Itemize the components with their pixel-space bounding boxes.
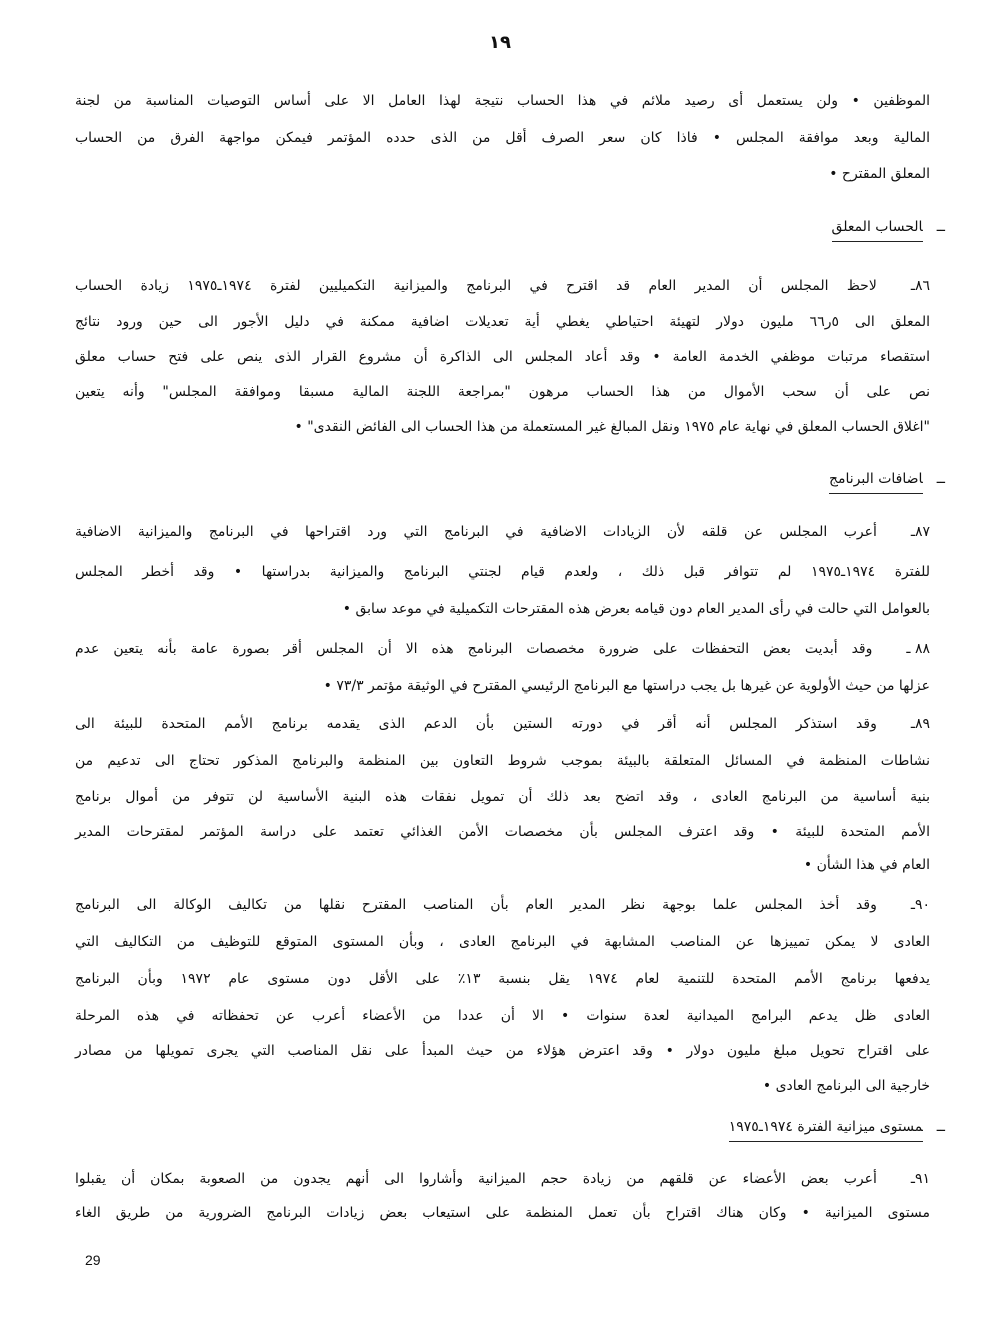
paragraph-91-line (75, 1168, 930, 1190)
paragraph-90-line: العادى ظل يدعم البرامج الميدانية لعدة سنوات • الا أن عددا من الأعضاء أعرب عن تحفظاته في هذه المرحلة (75, 1008, 930, 1024)
paragraph-89-line: العام في هذا الشأن • (803, 857, 930, 873)
paragraph-88-line (75, 638, 930, 660)
paragraph-number: ٩١ـ (910, 1171, 930, 1187)
paragraph-91-line: مستوى الميزانية • وكان هناك اقتراح بأن تعمل المنظمة على استيعاب بعض زيادات البرنامج الضرورية من طريق الغاء (75, 1205, 930, 1221)
line-text: وقد أبديت بعض التحفظات على ضرورة مخصصات البرنامج هذه الا أن المجلس أقر بصورة عامة بأنه يتعين عدم (75, 641, 873, 657)
section-heading-programme-additions (829, 468, 945, 490)
paragraph-number: ٨٦ـ (910, 278, 930, 294)
paragraph-87-line (75, 521, 930, 543)
line-text: وقد أخذ المجلس علما بوجهة نظر المدير العام بأن المناصب المقترح نقلها من تكاليف الوكالة الى البرنامج (75, 897, 877, 913)
paragraph-86-line: استقصاء مرتبات موظفي الخدمة العامة • وقد أعاد المجلس الى الذاكرة أن مشروع القرار الذى ينص على فتح حساب معلق (75, 349, 930, 365)
paragraph-line: المالية وبعد موافقة المجلس • فاذا كان سعر الصرف أقل من الذى حدده المؤتمر فيمكن مواجهة الفرق من الحساب (75, 130, 930, 146)
paragraph-86-line: نص على أن سحب الأموال من هذا الحساب مرهون "بمراجعة اللجنة المالية مسبقا وموافقة المجلس" وأنه يتعين (75, 384, 930, 400)
heading-dash: ــ (936, 219, 945, 235)
section-heading-suspense-account (832, 216, 945, 238)
footer-page-number: 29 (85, 1252, 101, 1268)
line-text: لاحظ المجلس أن المدير العام قد اقترح في البرنامج والميزانية التكميليين لفترة ١٩٧٤ـ١٩٧٥ زيادة الحساب (75, 278, 877, 294)
paragraph-90-line: خارجية الى البرنامج العادى • (762, 1078, 930, 1094)
heading-text: الحساب المعلق (832, 219, 923, 242)
heading-dash: ــ (936, 1119, 945, 1135)
line-text: أعرب بعض الأعضاء عن قلقهم من زيادة حجم الميزانية وأشاروا الى أنهم يجدون من الصعوبة بمكان أن يقبلوا (75, 1171, 877, 1187)
paragraph-line: المعلق المقترح • (829, 166, 930, 182)
paragraph-90-line: يدفعها برنامج الأمم المتحدة للتنمية لعام ١٩٧٤ يقل بنسبة ١٣٪ على الأقل دون مستوى عام ١٩٧٢ وبأن البرنامج (75, 971, 930, 987)
paragraph-87-line: بالعوامل التي حالت في رأى المدير العام دون قيامه بعرض هذه المقترحات التكميلية في موعد سابق • (342, 601, 930, 617)
paragraph-line: الموظفين • ولن يستعمل أى رصيد ملائم في هذا الحساب نتيجة لهذا العامل الا على أساس التوصيات المناسبة من لجنة (75, 93, 930, 109)
page-number-arabic: ١٩ (489, 32, 511, 53)
paragraph-90-line (75, 894, 930, 916)
paragraph-number: ٨٨ ـ (906, 641, 930, 657)
paragraph-90-line: العادى لا يمكن تمييزها عن المناصب المشابهة في البرنامج العادى ، وبأن المستوى المتوقع للتوظيف من التكاليف التي (75, 934, 930, 950)
paragraph-number: ٨٧ـ (910, 524, 930, 540)
paragraph-88-line: عزلها من حيث الأولوية عن غيرها بل يجب دراستها مع البرنامج الرئيسي المقترح في الوثيقة مؤتمر ٧٣/٣ • (323, 678, 930, 694)
paragraph-86-line: "اغلاق الحساب المعلق في نهاية عام ١٩٧٥ ونقل المبالغ غير المستعملة من هذا الحساب الى الفائض النقدى" • (294, 419, 930, 435)
paragraph-number: ٨٩ـ (910, 716, 930, 732)
paragraph-number: ٩٠ـ (910, 897, 930, 913)
paragraph-89-line (75, 713, 930, 735)
heading-text: مستوى ميزانية الفترة ١٩٧٤ـ١٩٧٥ (729, 1119, 923, 1142)
section-heading-budget-level (729, 1116, 945, 1138)
heading-text: اضافات البرنامج (829, 471, 923, 494)
paragraph-90-line: على اقتراح تحويل مبلغ مليون دولار • وقد اعترض هؤلاء من حيث المبدأ على نقل المناصب التي يجرى تمويلها من مصادر (75, 1043, 930, 1059)
line-text: وقد استذكر المجلس أنه أقر في دورته الستين بأن الدعم الذى يقدمه برنامج الأمم المتحدة للبيئة الى (75, 716, 877, 732)
paragraph-86-line (75, 275, 930, 297)
paragraph-87-line: للفترة ١٩٧٤ـ١٩٧٥ لم تتوافر قبل ذلك ، ولعدم قيام لجنتي البرنامج والميزانية بدراستها • وقد أخطر المجلس (75, 564, 930, 580)
paragraph-89-line: نشاطات المنظمة في المسائل المتعلقة بالبيئة بموجب شروط التعاون بين المنظمة والبرنامج المذكور تحتاج الى تدعيم من (75, 753, 930, 769)
heading-dash: ــ (936, 471, 945, 487)
line-text: أعرب المجلس عن قلقه لأن الزيادات الاضافية في البرنامج التي ورد اقتراحها في البرنامج والميزانية الاضافية (75, 524, 877, 540)
paragraph-89-line: بنية أساسية من البرنامج العادى ، وقد اتضح بعد ذلك أن تمويل نفقات هذه البنية الأساسية لن تتوفر من أموال برنامج (75, 789, 930, 805)
paragraph-86-line: المعلق الى ٥ر٦٦ مليون دولار لتهيئة احتياطي يغطي أية تعديلات اضافية ممكنة في دليل الأجور الى حين ورود نتائج (75, 314, 930, 330)
paragraph-89-line: الأمم المتحدة للبيئة • وقد اعترف المجلس بأن مخصصات الأمن الغذائي تعتمد على دراسة المؤتمر لمقترحات المدير (75, 824, 930, 840)
